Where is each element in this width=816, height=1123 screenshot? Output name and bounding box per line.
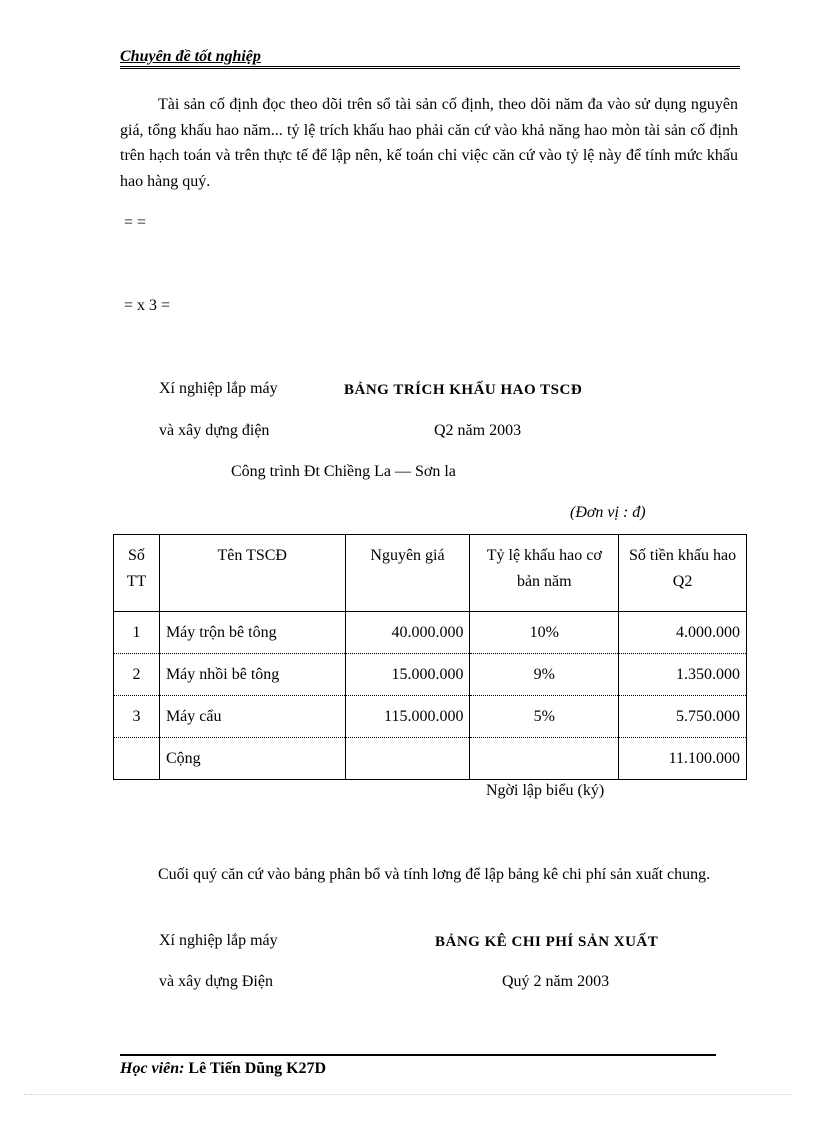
block1-project: Công trình Đt Chiềng La — Sơn la [231, 463, 456, 480]
cell-total-amount: 11.100.000 [619, 738, 747, 780]
cell-name: Máy nhồi bê tông [159, 654, 345, 696]
table-row [114, 654, 747, 696]
cell-stt: 1 [114, 612, 160, 654]
cell-name: Máy cẩu [159, 696, 345, 738]
cell-stt: 3 [114, 696, 160, 738]
cell-stt-empty [114, 738, 160, 780]
header-stt: Số TT [114, 535, 160, 612]
footer [120, 1060, 326, 1078]
block1-unit: (Đơn vị : đ) [570, 504, 646, 521]
cell-rate-empty [470, 738, 619, 780]
block2-title: BẢNG KÊ CHI PHÍ SẢN XUẤT [435, 934, 659, 950]
block1-title: BẢNG TRÍCH KHẤU HAO TSCĐ [344, 382, 583, 398]
cell-cost: 15.000.000 [345, 654, 470, 696]
page-bottom-border [24, 1094, 792, 1095]
cell-cost-empty [345, 738, 470, 780]
cell-total-label: Cộng [159, 738, 345, 780]
header-amount: Số tiền khấu hao Q2 [619, 535, 747, 612]
formula-2: = x 3 = [124, 297, 171, 314]
header-cost: Nguyên giá [345, 535, 470, 612]
footer-student-name: Lê Tiến Dũng K27D [188, 1060, 327, 1077]
table-row [114, 612, 747, 654]
paragraph-summary [120, 862, 738, 888]
block2-period: Quý 2 năm 2003 [502, 973, 610, 990]
signer-label: Ngời lập biểu (ký) [486, 782, 605, 799]
block2-company-line2: và xây dựng Điện [159, 973, 273, 990]
block1-period: Q2 năm 2003 [434, 422, 522, 439]
cell-rate: 10% [470, 612, 619, 654]
cell-rate: 5% [470, 696, 619, 738]
paragraph-depreciation [120, 92, 738, 194]
cell-stt: 2 [114, 654, 160, 696]
header-rule [120, 66, 740, 69]
block1-company-line2: và xây dựng điện [159, 422, 270, 439]
footer-rule [120, 1054, 716, 1056]
block1-company-line1: Xí nghiệp lắp máy [159, 380, 278, 397]
cell-amount: 4.000.000 [619, 612, 747, 654]
block2-company-line1: Xí nghiệp lắp máy [159, 932, 278, 949]
paragraph-summary-text: Cuối quý căn cứ vào bảng phân bổ và tính lơng để lập bảng kê chi phí sản xuất chung. [158, 866, 711, 883]
cell-name: Máy trộn bê tông [159, 612, 345, 654]
formula-1: = = [124, 214, 147, 231]
depreciation-table [113, 534, 747, 780]
header-rate: Tỷ lệ khấu hao cơ bản năm [470, 535, 619, 612]
cell-amount: 5.750.000 [619, 696, 747, 738]
table-row [114, 696, 747, 738]
cell-amount: 1.350.000 [619, 654, 747, 696]
cell-cost: 115.000.000 [345, 696, 470, 738]
table-total-row [114, 738, 747, 780]
cell-cost: 40.000.000 [345, 612, 470, 654]
header-name: Tên TSCĐ [159, 535, 345, 612]
cell-rate: 9% [470, 654, 619, 696]
paragraph-depreciation-text: Tài sản cố định đọc theo dõi trên sổ tài sản cố định, theo dõi năm đa vào sử dụng nguyên giá, tổng khấu hao năm... tỷ lệ trích khấu hao phải căn cứ vào khả năng hao mòn tài sản cố định trên hạch toán và trên thực tế để lập nên, kế toán chỉ việc căn cứ vào tỷ lệ này để tính mức khấu hao hàng quý. [120, 96, 738, 190]
footer-label: Học viên: [120, 1060, 185, 1077]
table-header-row [114, 535, 747, 612]
header-title: Chuyên đề tốt nghiệp [120, 48, 261, 65]
